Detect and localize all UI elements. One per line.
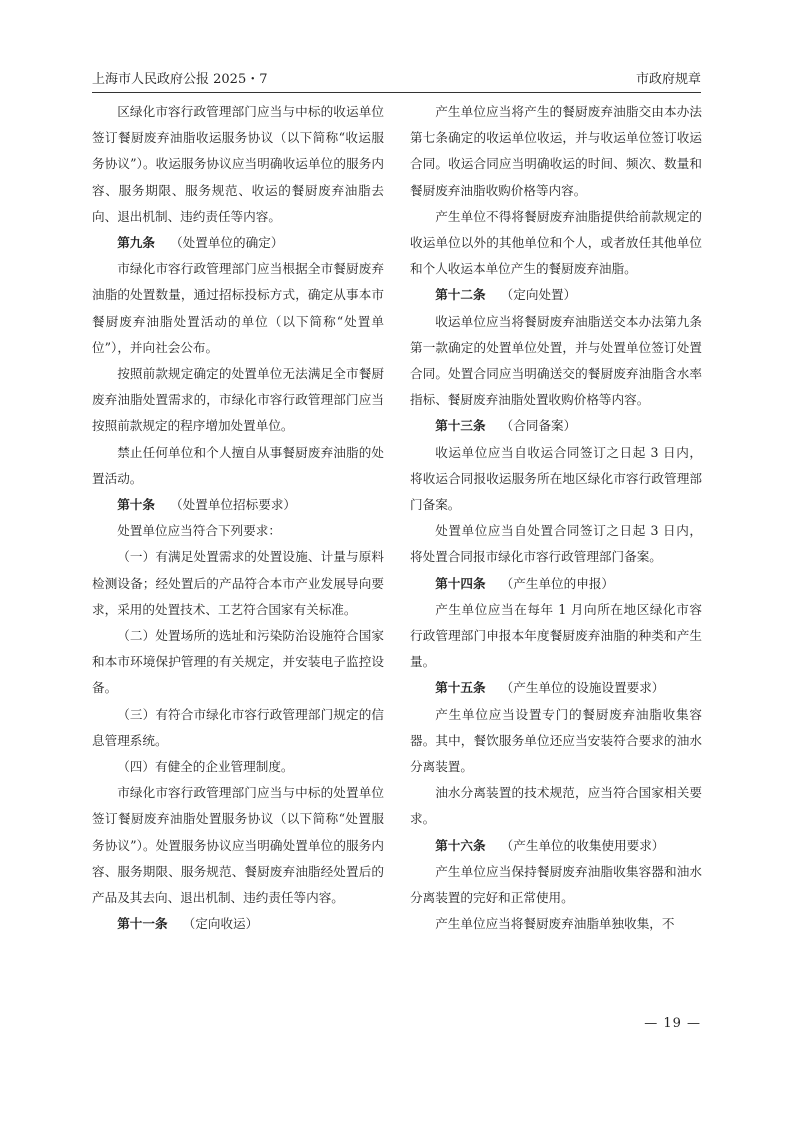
body-paragraph: （一）有满足处置需求的处置设施、计量与原料检测设备；经处置后的产品符合本市产业发展导向要求，采用的处置技术、工艺符合国家有关标准。 (92, 549, 384, 617)
article-heading (92, 492, 384, 518)
body-paragraph: 产生单位应当将餐厨废弃油脂单独收集，不 (435, 916, 675, 932)
body-paragraph: 区绿化市容行政管理部门应当与中标的收运单位签订餐厨废弃油脂收运服务协议（以下简称“收运服务协议”）。收运服务协议应当明确收运单位的服务内容、服务期限、服务规范、收运的餐厨废弃油脂去向、退出机制、违约责任等内容。 (92, 104, 384, 224)
article-number: 第十二条 (435, 287, 486, 303)
article-title: （产生单位的收集使用要求） (500, 837, 665, 853)
article-heading (92, 911, 384, 937)
article-heading (92, 230, 384, 256)
article-title: （产生单位的申报） (500, 575, 615, 591)
body-paragraph: 收运单位应当自收运合同签订之日起 3 日内，将收运合同报收运服务所在地区绿化市容行政管理部门备案。 (410, 444, 702, 513)
body-paragraph: 市绿化市容行政管理部门应当根据全市餐厨废弃油脂的处置数量，通过招标投标方式，确定从事本市餐厨废弃油脂处置活动的单位（以下简称“处置单位”），并向社会公布。 (92, 261, 384, 355)
left-column (92, 99, 384, 938)
page-header (92, 62, 701, 92)
body-paragraph: 油水分离装置的技术规范，应当符合国家相关要求。 (410, 785, 702, 827)
body-paragraph: （二）处置场所的选址和污染防治设施符合国家和本市环境保护管理的有关规定，并安装电子监控设备。 (92, 628, 384, 696)
article-title: （定向收运） (182, 916, 259, 932)
article-heading (410, 833, 702, 859)
article-number: 第九条 (117, 235, 155, 251)
article-number: 第十五条 (435, 680, 486, 696)
body-paragraph: （三）有符合市绿化市容行政管理部门规定的信息管理系统。 (92, 706, 384, 748)
article-title: （定向处置） (500, 287, 577, 303)
article-title: （合同备案） (500, 418, 577, 434)
body-paragraph: 处置单位应当符合下列要求： (117, 523, 281, 539)
article-title: （产生单位的设施设置要求） (500, 680, 665, 696)
section-title: 市政府规章 (635, 72, 701, 87)
article-heading (410, 282, 702, 308)
header-divider (92, 92, 701, 93)
body-paragraph: 产生单位应当在每年 1 月向所在地区绿化市容行政管理部门申报本年度餐厨废弃油脂的种类和产生量。 (410, 601, 702, 670)
article-number: 第十六条 (435, 837, 486, 853)
right-column (410, 99, 702, 938)
article-heading (410, 413, 702, 439)
article-heading (410, 571, 702, 597)
page-number: — 19 — (644, 1016, 701, 1031)
article-number: 第十四条 (435, 575, 486, 591)
article-title: （处置单位招标要求） (170, 497, 297, 513)
body-paragraph: 产生单位应当设置专门的餐厨废弃油脂收集容器。其中，餐饮服务单位还应当安装符合要求的油水分离装置。 (410, 706, 702, 775)
article-number: 第十三条 (435, 418, 486, 434)
body-paragraph: 产生单位应当将产生的餐厨废弃油脂交由本办法第七条确定的收运单位收运，并与收运单位签订收运合同。收运合同应当明确收运的时间、频次、数量和餐厨废弃油脂收购价格等内容。 (410, 104, 702, 198)
body-paragraph: 按照前款规定确定的处置单位无法满足全市餐厨废弃油脂处置需求的，市绿化市容行政管理部门应当按照前款规定的程序增加处置单位。 (92, 366, 384, 434)
body-paragraph: 市绿化市容行政管理部门应当与中标的处置单位签订餐厨废弃油脂处置服务协议（以下简称“处置服务协议”）。处置服务协议应当明确处置单位的服务内容、服务期限、服务规范、餐厨废弃油脂经处置后的产品及其去向、退出机制、违约责任等内容。 (92, 785, 384, 906)
body-paragraph: 产生单位应当保持餐厨废弃油脂收集容器和油水分离装置的完好和正常使用。 (410, 863, 702, 906)
body-paragraph: 产生单位不得将餐厨废弃油脂提供给前款规定的收运单位以外的其他单位和个人，或者放任其他单位和个人收运本单位产生的餐厨废弃油脂。 (410, 208, 702, 277)
article-title: （处置单位的确定） (170, 235, 284, 251)
article-heading (410, 675, 702, 701)
publication-title: 上海市人民政府公报 2025・7 (92, 72, 268, 87)
body-paragraph: 收运单位应当将餐厨废弃油脂送交本办法第九条第一款确定的处置单位处置，并与处置单位签订处置合同。处置合同应当明确送交的餐厨废弃油脂含水率指标、餐厨废弃油脂处置收购价格等内容。 (410, 313, 702, 408)
article-number: 第十一条 (117, 916, 168, 932)
body-paragraph: 禁止任何单位和个人擅自从事餐厨废弃油脂的处置活动。 (92, 444, 384, 486)
body-paragraph: 处置单位应当自处置合同签订之日起 3 日内，将处置合同报市绿化市容行政管理部门备案。 (410, 523, 702, 565)
article-number: 第十条 (117, 497, 155, 513)
body-paragraph: （四）有健全的企业管理制度。 (117, 759, 294, 775)
